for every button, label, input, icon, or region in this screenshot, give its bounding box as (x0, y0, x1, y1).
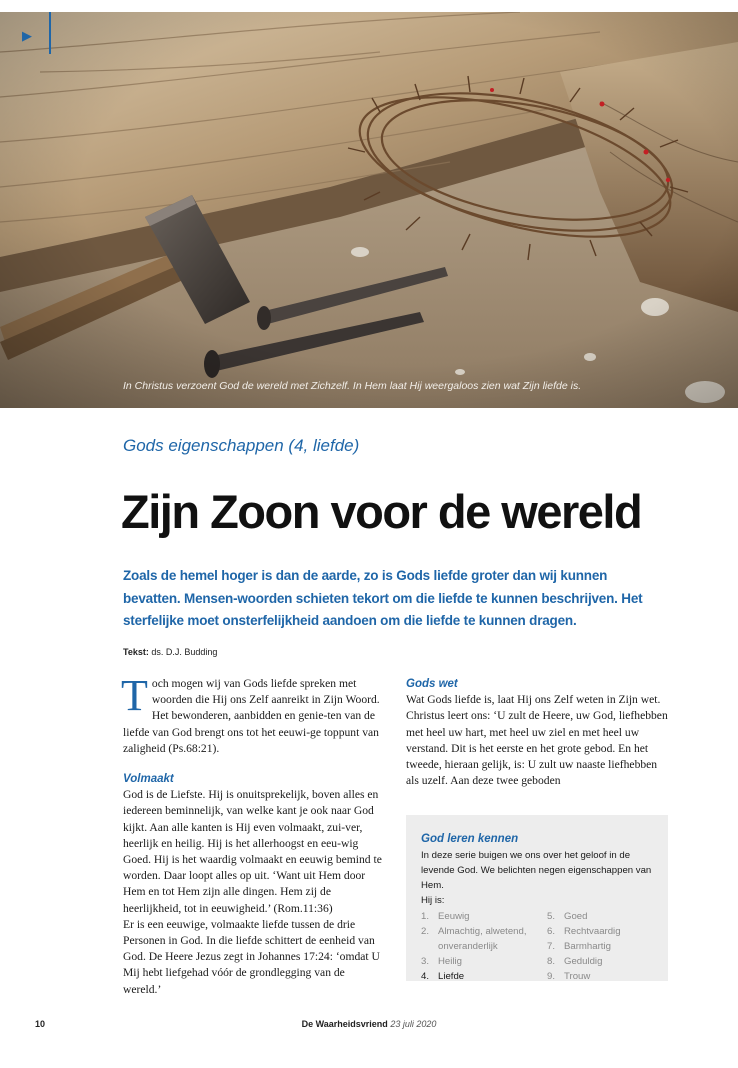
list-item: 7. Barmhartig (547, 941, 611, 952)
photo-caption: In Christus verzoent God de wereld met Zichzelf. In Hem laat Hij weergaloos zien wat Zijn liefde is. (123, 380, 582, 392)
hero-photo (0, 12, 738, 408)
subheading-volmaakt: Volmaakt (123, 773, 174, 786)
list-item: 2. Almachtig, alwetend, onveranderlijk (421, 926, 527, 952)
list-item: 1. Eeuwig (421, 911, 470, 922)
subheading-gods-wet: Gods wet (406, 678, 458, 690)
play-icon: ▶ (22, 29, 32, 44)
paragraph-eenheid: Er is een eeuwige, volmaakte liefde tussen de drie Personen in God. In die liefde schittert de eenheid van God. De Heere Jezus zegt in Johannes 17:24: ‘omdat U Mij hebt liefgehad vóór de grondlegging van de wereld.’ (123, 917, 380, 996)
page-title: Zijn Zoon voor de wereld (121, 485, 642, 538)
byline (123, 647, 217, 657)
info-box-title: God leren kennen (421, 833, 519, 845)
list-item: 9. Trouw (547, 971, 591, 982)
info-box-text: In deze serie buigen we ons over het geloof in de levende God. We belichten negen eigenschappen van Hem. (421, 850, 652, 891)
accent-divider (49, 12, 51, 54)
page-number: 10 (35, 1019, 46, 1029)
info-box-list-intro: Hij is: (421, 895, 445, 906)
issue-date: 23 juli 2020 (390, 1019, 437, 1029)
article-column-left (121, 671, 385, 998)
lead-paragraph: Zoals de hemel hoger is dan de aarde, zo is Gods liefde groter dan wij kunnen bevatten. Mensen-woorden schieten tekort om die liefde te kunnen beschrijven. Het sterfelijke moet onsterfelijkheid aandoen om die liefde te kunnen dragen. (123, 568, 643, 628)
paragraph-gods-wet: Wat Gods liefde is, laat Hij ons Zelf weten in Zijn wet. Christus leert ons: ‘U zult de Heere, uw God, liefhebben met heel uw hart, met heel uw ziel en met heel uw verstand. Dit is het eerste en het grote gebod. En het tweede, hieraan gelijk, is: U zult uw naaste liefhebben als uzelf. Aan deze twee geboden (406, 693, 668, 788)
list-item: 3. Heilig (421, 956, 462, 967)
series-label: Gods eigenschappen (4, liefde) (123, 436, 360, 455)
byline-author: ds. D.J. Budding (151, 647, 218, 657)
magazine-name: De Waarheidsvriend (301, 1019, 388, 1029)
intro-text: och mogen wij van Gods liefde spreken met woorden die Hij ons Zelf aanreikt in Zijn Woord. Het bewonderen, aanbidden en genie-ten van de liefde van God brengt ons tot het eeuwi-ge toppunt van zaligheid (Ps.68:21). (123, 677, 380, 755)
list-item-active: 4. Liefde (421, 971, 465, 982)
list-item: 5. Goed (547, 911, 588, 922)
byline-label: Tekst: (123, 647, 149, 657)
intro-paragraph (121, 671, 385, 757)
info-box (406, 815, 668, 981)
footer-publication (0, 1019, 738, 1029)
paragraph-volmaakt: God is de Liefste. Hij is onuitsprekelijk, boven alles en iedereen beminnelijk, van welke kant je ook naar God kijkt. Aan alle kanten is Hij even volmaakt, zui-ver, heerlijk en heilig. Hij is het allerhoogst en eeu-wig Goed. Hij is het waardig volmaakt en eeuwig bemind te worden. Daar loopt alles op uit. ‘Want uit Hem door Hem en tot Hem zijn alle dingen. Hem zij de heerlijkheid, tot in eeuwigheid.’ (Rom.11:36) (123, 788, 382, 915)
attributes-list (421, 909, 661, 984)
list-item: 6. Rechtvaardig (547, 926, 621, 937)
list-item: 8. Geduldig (547, 956, 603, 967)
article-column-right (406, 676, 668, 789)
dropcap: T (121, 671, 148, 720)
